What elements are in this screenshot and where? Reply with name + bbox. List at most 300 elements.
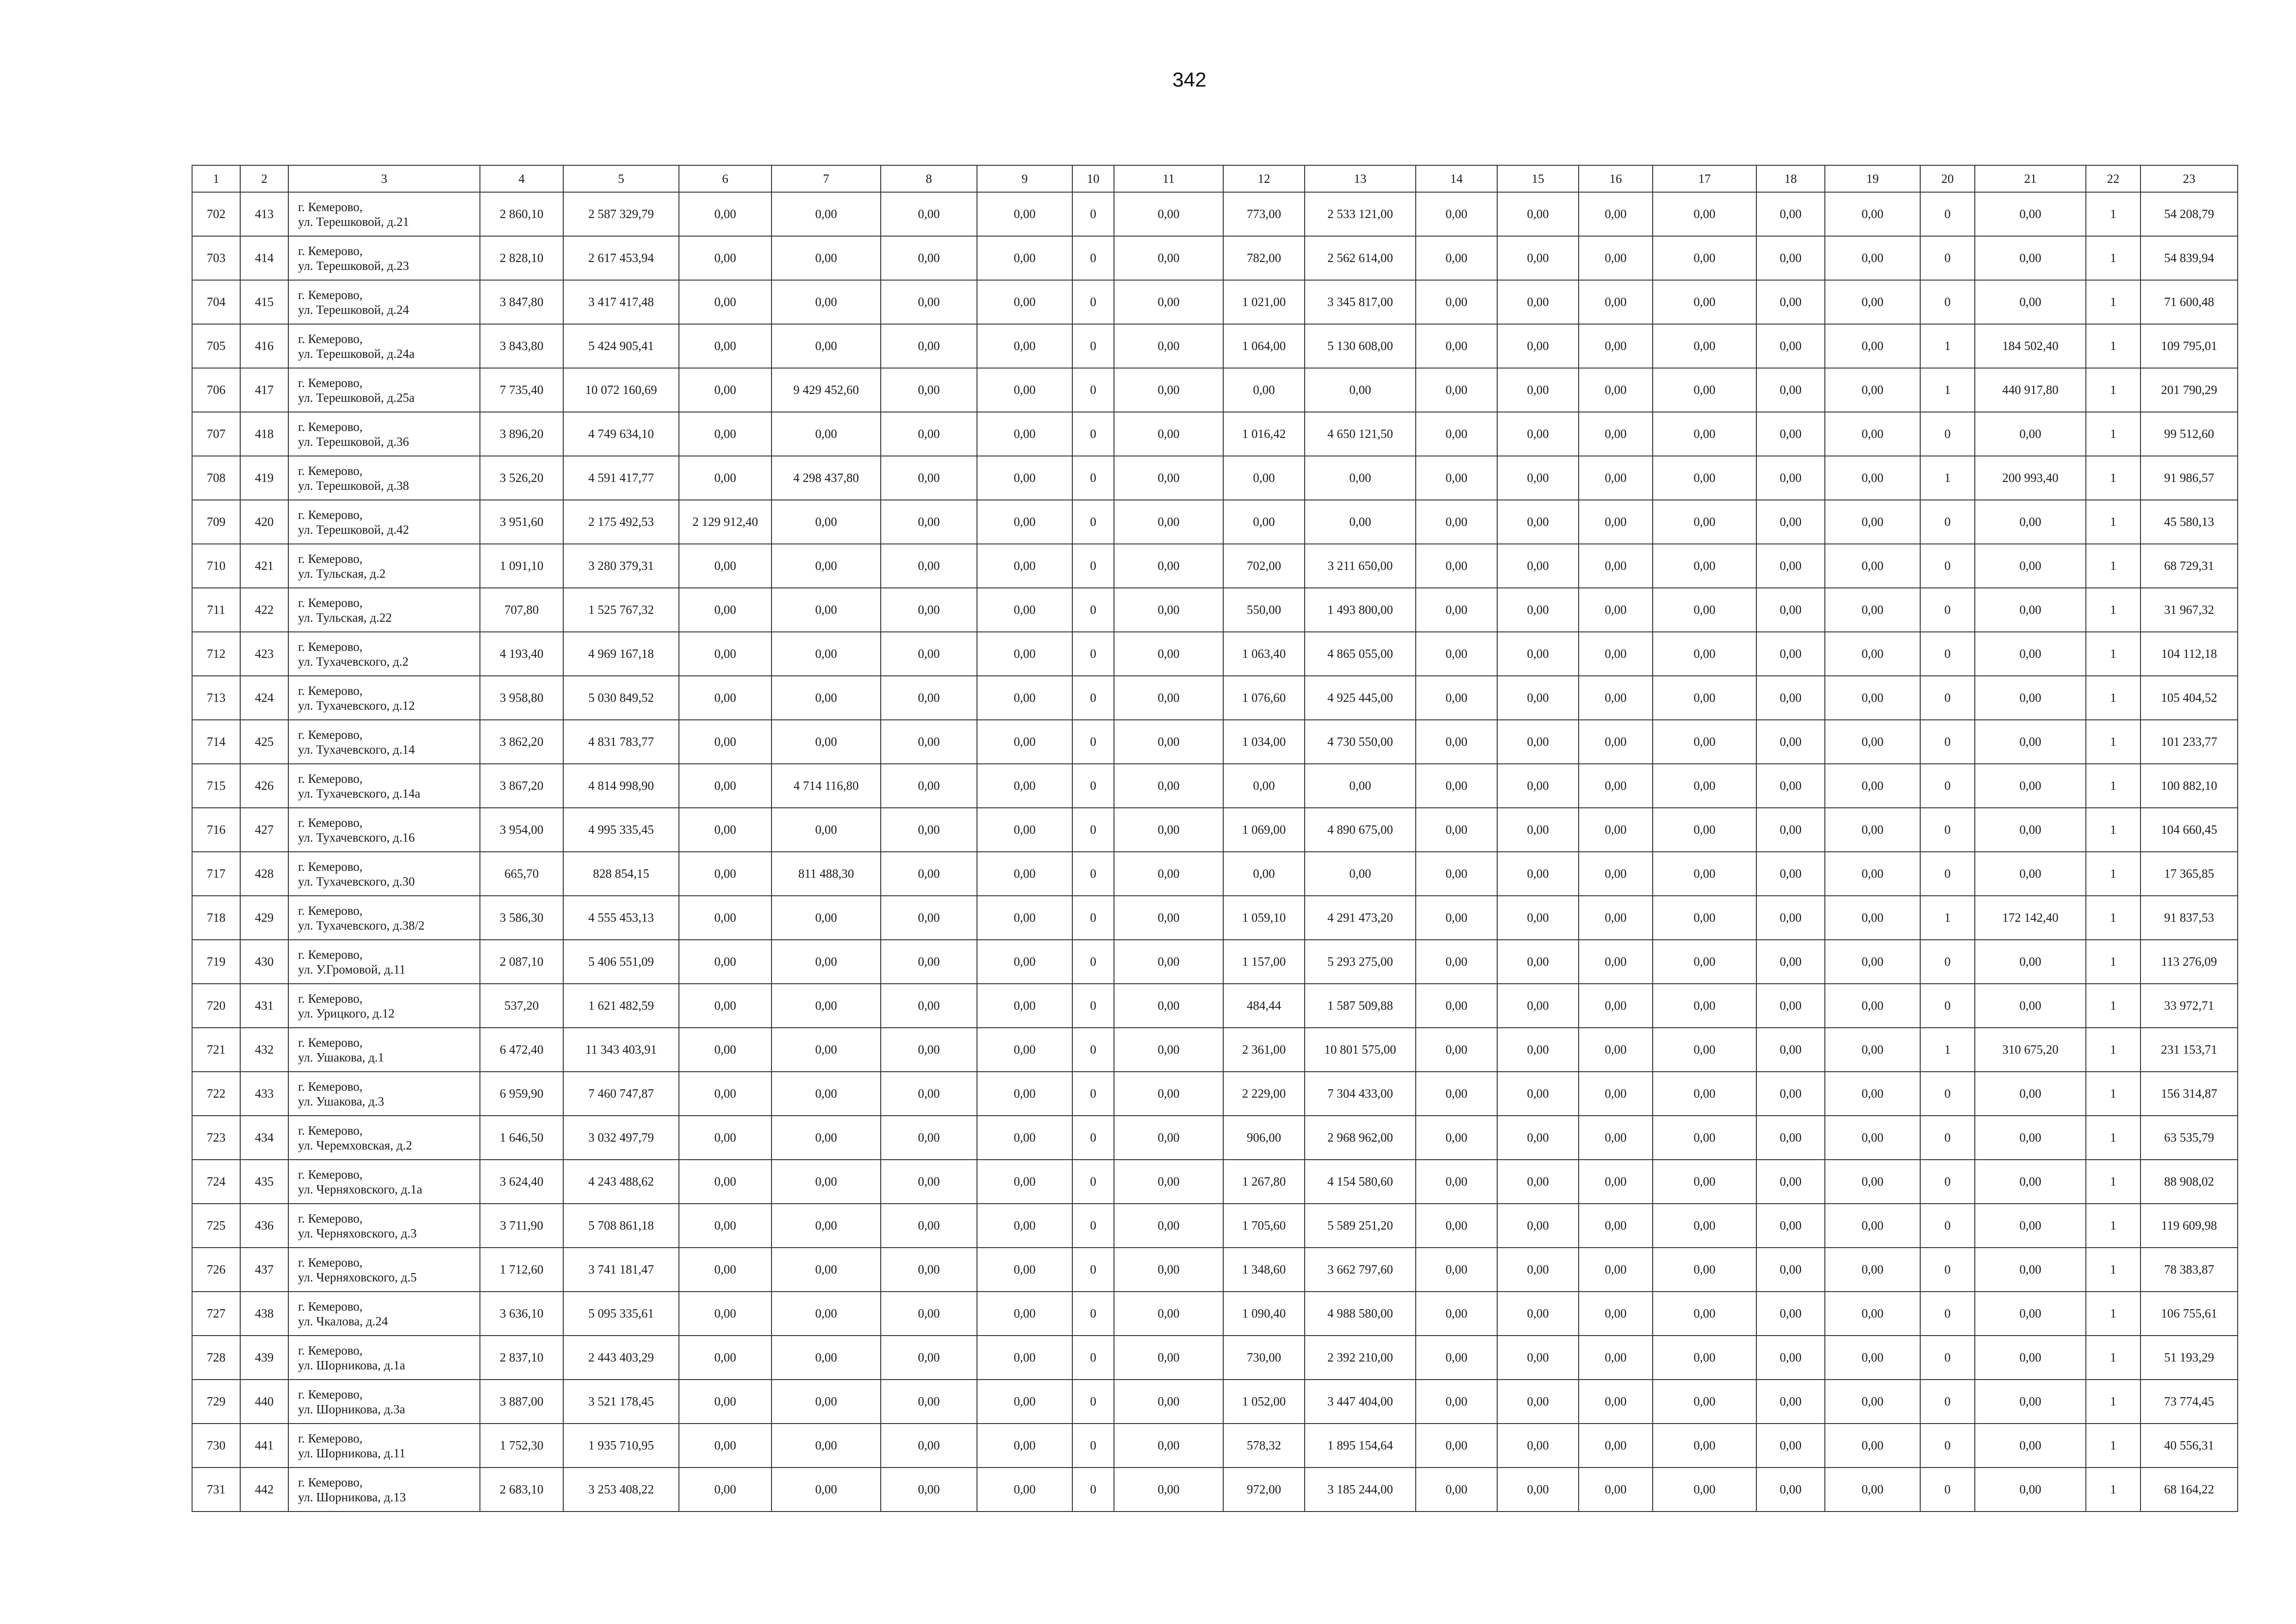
- value-cell-23: 68 729,31: [2140, 544, 2238, 588]
- value-cell-8: 0,00: [881, 808, 977, 852]
- address-cell: [288, 940, 480, 984]
- value-cell-11: 0,00: [1114, 456, 1223, 500]
- value-cell-9: 0,00: [977, 940, 1072, 984]
- column-header-22: 22: [2086, 165, 2140, 192]
- value-cell-14: 0,00: [1416, 588, 1497, 632]
- value-cell-8: 0,00: [881, 456, 977, 500]
- value-cell-4: 3 843,80: [480, 324, 563, 368]
- value-cell-4: 3 862,20: [480, 720, 563, 764]
- row-number-cell: 706: [192, 368, 240, 412]
- value-cell-17: 0,00: [1653, 456, 1756, 500]
- sub-number-cell: 438: [240, 1292, 288, 1336]
- value-cell-12: 906,00: [1223, 1116, 1305, 1160]
- table-row: [192, 236, 2238, 280]
- value-cell-8: 0,00: [881, 1248, 977, 1292]
- table-body: [192, 192, 2238, 1512]
- value-cell-15: 0,00: [1497, 764, 1579, 808]
- value-cell-20: 0: [1920, 1160, 1975, 1204]
- table-row: [192, 1336, 2238, 1380]
- value-cell-16: 0,00: [1579, 1116, 1653, 1160]
- value-cell-16: 0,00: [1579, 940, 1653, 984]
- value-cell-11: 0,00: [1114, 1336, 1223, 1380]
- value-cell-15: 0,00: [1497, 1292, 1579, 1336]
- value-cell-15: 0,00: [1497, 632, 1579, 676]
- value-cell-6: 0,00: [679, 1380, 772, 1424]
- value-cell-15: 0,00: [1497, 1380, 1579, 1424]
- value-cell-6: 0,00: [679, 368, 772, 412]
- value-cell-18: 0,00: [1756, 1380, 1825, 1424]
- value-cell-12: 1 064,00: [1223, 324, 1305, 368]
- value-cell-14: 0,00: [1416, 1336, 1497, 1380]
- value-cell-9: 0,00: [977, 632, 1072, 676]
- value-cell-23: 91 986,57: [2140, 456, 2238, 500]
- value-cell-21: 310 675,20: [1975, 1028, 2086, 1072]
- address-street: ул. Терешковой, д.24а: [298, 346, 415, 361]
- sub-number-cell: 431: [240, 984, 288, 1028]
- value-cell-13: 5 130 608,00: [1305, 324, 1416, 368]
- value-cell-21: 0,00: [1975, 280, 2086, 324]
- value-cell-22: 1: [2086, 280, 2140, 324]
- value-cell-18: 0,00: [1756, 412, 1825, 456]
- value-cell-15: 0,00: [1497, 1204, 1579, 1248]
- value-cell-20: 0: [1920, 1248, 1975, 1292]
- row-number-cell: 711: [192, 588, 240, 632]
- table-row: [192, 1116, 2238, 1160]
- value-cell-11: 0,00: [1114, 544, 1223, 588]
- address-cell: [288, 1028, 480, 1072]
- value-cell-15: 0,00: [1497, 808, 1579, 852]
- value-cell-20: 0: [1920, 192, 1975, 236]
- value-cell-5: 3 741 181,47: [563, 1248, 679, 1292]
- value-cell-6: 0,00: [679, 1292, 772, 1336]
- value-cell-21: 0,00: [1975, 1292, 2086, 1336]
- value-cell-12: 730,00: [1223, 1336, 1305, 1380]
- address-city: г. Кемерово,: [298, 1035, 363, 1049]
- value-cell-13: 3 662 797,60: [1305, 1248, 1416, 1292]
- value-cell-13: 4 154 580,60: [1305, 1160, 1416, 1204]
- sub-number-cell: 420: [240, 500, 288, 544]
- value-cell-14: 0,00: [1416, 1028, 1497, 1072]
- address-city: г. Кемерово,: [298, 947, 363, 962]
- value-cell-10: 0: [1072, 1380, 1114, 1424]
- sub-number-cell: 417: [240, 368, 288, 412]
- value-cell-12: 2 229,00: [1223, 1072, 1305, 1116]
- address-street: ул. Терешковой, д.42: [298, 522, 409, 537]
- value-cell-14: 0,00: [1416, 500, 1497, 544]
- value-cell-10: 0: [1072, 1292, 1114, 1336]
- value-cell-23: 119 609,98: [2140, 1204, 2238, 1248]
- address-street: ул. Тухачевского, д.30: [298, 874, 415, 888]
- value-cell-13: 4 890 675,00: [1305, 808, 1416, 852]
- value-cell-13: 1 895 154,64: [1305, 1424, 1416, 1468]
- value-cell-9: 0,00: [977, 236, 1072, 280]
- value-cell-9: 0,00: [977, 1380, 1072, 1424]
- value-cell-21: 0,00: [1975, 632, 2086, 676]
- table-row: [192, 544, 2238, 588]
- address-city: г. Кемерово,: [298, 1167, 363, 1181]
- value-cell-9: 0,00: [977, 1028, 1072, 1072]
- value-cell-13: 7 304 433,00: [1305, 1072, 1416, 1116]
- value-cell-5: 4 555 453,13: [563, 896, 679, 940]
- value-cell-21: 0,00: [1975, 1336, 2086, 1380]
- address-cell: [288, 720, 480, 764]
- value-cell-10: 0: [1072, 588, 1114, 632]
- address-street: ул. Шорникова, д.3а: [298, 1402, 405, 1416]
- sub-number-cell: 429: [240, 896, 288, 940]
- value-cell-23: 105 404,52: [2140, 676, 2238, 720]
- value-cell-22: 1: [2086, 1468, 2140, 1512]
- value-cell-10: 0: [1072, 852, 1114, 896]
- value-cell-10: 0: [1072, 808, 1114, 852]
- column-header-10: 10: [1072, 165, 1114, 192]
- value-cell-22: 1: [2086, 1424, 2140, 1468]
- value-cell-21: 0,00: [1975, 1204, 2086, 1248]
- value-cell-22: 1: [2086, 1380, 2140, 1424]
- value-cell-20: 1: [1920, 368, 1975, 412]
- address-cell: [288, 1424, 480, 1468]
- value-cell-22: 1: [2086, 324, 2140, 368]
- value-cell-7: 0,00: [772, 896, 881, 940]
- value-cell-18: 0,00: [1756, 1336, 1825, 1380]
- value-cell-6: 0,00: [679, 852, 772, 896]
- value-cell-19: 0,00: [1825, 192, 1920, 236]
- value-cell-19: 0,00: [1825, 852, 1920, 896]
- value-cell-19: 0,00: [1825, 1248, 1920, 1292]
- value-cell-13: 3 447 404,00: [1305, 1380, 1416, 1424]
- sub-number-cell: 414: [240, 236, 288, 280]
- column-header-7: 7: [772, 165, 881, 192]
- value-cell-23: 106 755,61: [2140, 1292, 2238, 1336]
- value-cell-17: 0,00: [1653, 236, 1756, 280]
- value-cell-23: 156 314,87: [2140, 1072, 2238, 1116]
- value-cell-23: 63 535,79: [2140, 1116, 2238, 1160]
- value-cell-18: 0,00: [1756, 896, 1825, 940]
- value-cell-17: 0,00: [1653, 1028, 1756, 1072]
- value-cell-12: 1 034,00: [1223, 720, 1305, 764]
- column-header-2: 2: [240, 165, 288, 192]
- value-cell-17: 0,00: [1653, 544, 1756, 588]
- value-cell-17: 0,00: [1653, 280, 1756, 324]
- value-cell-17: 0,00: [1653, 896, 1756, 940]
- value-cell-9: 0,00: [977, 1160, 1072, 1204]
- row-number-cell: 718: [192, 896, 240, 940]
- value-cell-8: 0,00: [881, 1204, 977, 1248]
- value-cell-10: 0: [1072, 324, 1114, 368]
- value-cell-20: 0: [1920, 808, 1975, 852]
- value-cell-18: 0,00: [1756, 808, 1825, 852]
- value-cell-12: 1 069,00: [1223, 808, 1305, 852]
- value-cell-21: 0,00: [1975, 588, 2086, 632]
- address-city: г. Кемерово,: [298, 287, 363, 302]
- address-city: г. Кемерово,: [298, 375, 363, 390]
- value-cell-21: 200 993,40: [1975, 456, 2086, 500]
- table-row: [192, 720, 2238, 764]
- row-number-cell: 703: [192, 236, 240, 280]
- value-cell-7: 0,00: [772, 1072, 881, 1116]
- address-city: г. Кемерово,: [298, 859, 363, 874]
- value-cell-20: 0: [1920, 940, 1975, 984]
- address-cell: [288, 676, 480, 720]
- value-cell-11: 0,00: [1114, 764, 1223, 808]
- row-number-cell: 731: [192, 1468, 240, 1512]
- value-cell-17: 0,00: [1653, 500, 1756, 544]
- value-cell-16: 0,00: [1579, 1380, 1653, 1424]
- value-cell-7: 0,00: [772, 984, 881, 1028]
- value-cell-5: 4 243 488,62: [563, 1160, 679, 1204]
- value-cell-11: 0,00: [1114, 720, 1223, 764]
- value-cell-12: 2 361,00: [1223, 1028, 1305, 1072]
- value-cell-5: 3 280 379,31: [563, 544, 679, 588]
- value-cell-4: 3 958,80: [480, 676, 563, 720]
- column-header-14: 14: [1416, 165, 1497, 192]
- value-cell-22: 1: [2086, 852, 2140, 896]
- value-cell-20: 0: [1920, 984, 1975, 1028]
- value-cell-18: 0,00: [1756, 544, 1825, 588]
- value-cell-19: 0,00: [1825, 808, 1920, 852]
- row-number-cell: 726: [192, 1248, 240, 1292]
- address-city: г. Кемерово,: [298, 244, 363, 258]
- value-cell-22: 1: [2086, 544, 2140, 588]
- address-cell: [288, 896, 480, 940]
- value-cell-5: 3 417 417,48: [563, 280, 679, 324]
- value-cell-19: 0,00: [1825, 1292, 1920, 1336]
- address-city: г. Кемерово,: [298, 507, 363, 522]
- row-number-cell: 710: [192, 544, 240, 588]
- column-header-9: 9: [977, 165, 1072, 192]
- column-header-13: 13: [1305, 165, 1416, 192]
- value-cell-5: 4 749 634,10: [563, 412, 679, 456]
- value-cell-16: 0,00: [1579, 1160, 1653, 1204]
- value-cell-17: 0,00: [1653, 1336, 1756, 1380]
- value-cell-4: 2 860,10: [480, 192, 563, 236]
- value-cell-4: 7 735,40: [480, 368, 563, 412]
- value-cell-17: 0,00: [1653, 588, 1756, 632]
- value-cell-21: 0,00: [1975, 1072, 2086, 1116]
- value-cell-23: 17 365,85: [2140, 852, 2238, 896]
- value-cell-9: 0,00: [977, 852, 1072, 896]
- column-header-5: 5: [563, 165, 679, 192]
- value-cell-11: 0,00: [1114, 368, 1223, 412]
- value-cell-19: 0,00: [1825, 1380, 1920, 1424]
- value-cell-12: 702,00: [1223, 544, 1305, 588]
- value-cell-8: 0,00: [881, 544, 977, 588]
- value-cell-17: 0,00: [1653, 1380, 1756, 1424]
- value-cell-5: 2 587 329,79: [563, 192, 679, 236]
- column-header-16: 16: [1579, 165, 1653, 192]
- address-city: г. Кемерово,: [298, 683, 363, 698]
- value-cell-8: 0,00: [881, 1116, 977, 1160]
- value-cell-7: 0,00: [772, 236, 881, 280]
- value-cell-8: 0,00: [881, 632, 977, 676]
- address-street: ул. Тухачевского, д.12: [298, 698, 415, 712]
- value-cell-16: 0,00: [1579, 544, 1653, 588]
- value-cell-9: 0,00: [977, 720, 1072, 764]
- value-cell-16: 0,00: [1579, 764, 1653, 808]
- value-cell-4: 537,20: [480, 984, 563, 1028]
- value-cell-11: 0,00: [1114, 676, 1223, 720]
- column-header-4: 4: [480, 165, 563, 192]
- value-cell-8: 0,00: [881, 280, 977, 324]
- value-cell-7: 4 714 116,80: [772, 764, 881, 808]
- value-cell-19: 0,00: [1825, 676, 1920, 720]
- column-number-row: [192, 165, 2238, 192]
- value-cell-20: 0: [1920, 1072, 1975, 1116]
- value-cell-4: 3 887,00: [480, 1380, 563, 1424]
- value-cell-8: 0,00: [881, 1160, 977, 1204]
- address-street: ул. Тухачевского, д.14: [298, 742, 415, 756]
- value-cell-17: 0,00: [1653, 1424, 1756, 1468]
- value-cell-11: 0,00: [1114, 500, 1223, 544]
- address-street: ул. Терешковой, д.21: [298, 214, 409, 229]
- table-row: [192, 1424, 2238, 1468]
- value-cell-22: 1: [2086, 1160, 2140, 1204]
- value-cell-22: 1: [2086, 1028, 2140, 1072]
- table-row: [192, 588, 2238, 632]
- value-cell-15: 0,00: [1497, 896, 1579, 940]
- row-number-cell: 714: [192, 720, 240, 764]
- table-row: [192, 1380, 2238, 1424]
- value-cell-23: 54 839,94: [2140, 236, 2238, 280]
- value-cell-9: 0,00: [977, 324, 1072, 368]
- value-cell-8: 0,00: [881, 896, 977, 940]
- value-cell-14: 0,00: [1416, 1116, 1497, 1160]
- value-cell-15: 0,00: [1497, 544, 1579, 588]
- value-cell-20: 0: [1920, 1424, 1975, 1468]
- value-cell-18: 0,00: [1756, 324, 1825, 368]
- value-cell-13: 4 650 121,50: [1305, 412, 1416, 456]
- value-cell-14: 0,00: [1416, 324, 1497, 368]
- sub-number-cell: 441: [240, 1424, 288, 1468]
- value-cell-19: 0,00: [1825, 984, 1920, 1028]
- value-cell-15: 0,00: [1497, 1424, 1579, 1468]
- value-cell-12: 1 705,60: [1223, 1204, 1305, 1248]
- value-cell-10: 0: [1072, 1072, 1114, 1116]
- table-row: [192, 764, 2238, 808]
- value-cell-11: 0,00: [1114, 984, 1223, 1028]
- value-cell-11: 0,00: [1114, 1248, 1223, 1292]
- value-cell-18: 0,00: [1756, 720, 1825, 764]
- value-cell-15: 0,00: [1497, 368, 1579, 412]
- value-cell-19: 0,00: [1825, 1424, 1920, 1468]
- value-cell-7: 0,00: [772, 500, 881, 544]
- value-cell-11: 0,00: [1114, 1028, 1223, 1072]
- value-cell-5: 828 854,15: [563, 852, 679, 896]
- value-cell-23: 73 774,45: [2140, 1380, 2238, 1424]
- value-cell-5: 3 253 408,22: [563, 1468, 679, 1512]
- value-cell-12: 0,00: [1223, 456, 1305, 500]
- value-cell-7: 811 488,30: [772, 852, 881, 896]
- value-cell-11: 0,00: [1114, 1380, 1223, 1424]
- address-cell: [288, 368, 480, 412]
- value-cell-16: 0,00: [1579, 324, 1653, 368]
- value-cell-8: 0,00: [881, 1072, 977, 1116]
- value-cell-21: 0,00: [1975, 192, 2086, 236]
- column-header-15: 15: [1497, 165, 1579, 192]
- value-cell-20: 0: [1920, 676, 1975, 720]
- value-cell-11: 0,00: [1114, 940, 1223, 984]
- value-cell-6: 0,00: [679, 940, 772, 984]
- value-cell-22: 1: [2086, 412, 2140, 456]
- value-cell-11: 0,00: [1114, 324, 1223, 368]
- value-cell-6: 0,00: [679, 1116, 772, 1160]
- value-cell-9: 0,00: [977, 544, 1072, 588]
- sub-number-cell: 423: [240, 632, 288, 676]
- value-cell-4: 3 711,90: [480, 1204, 563, 1248]
- value-cell-9: 0,00: [977, 1468, 1072, 1512]
- value-cell-22: 1: [2086, 1116, 2140, 1160]
- value-cell-4: 2 837,10: [480, 1336, 563, 1380]
- value-cell-21: 0,00: [1975, 1468, 2086, 1512]
- table-row: [192, 1468, 2238, 1512]
- value-cell-15: 0,00: [1497, 1028, 1579, 1072]
- value-cell-21: 0,00: [1975, 1160, 2086, 1204]
- value-cell-4: 6 472,40: [480, 1028, 563, 1072]
- value-cell-13: 5 589 251,20: [1305, 1204, 1416, 1248]
- value-cell-15: 0,00: [1497, 280, 1579, 324]
- value-cell-17: 0,00: [1653, 412, 1756, 456]
- value-cell-22: 1: [2086, 1204, 2140, 1248]
- value-cell-16: 0,00: [1579, 280, 1653, 324]
- value-cell-9: 0,00: [977, 368, 1072, 412]
- value-cell-14: 0,00: [1416, 764, 1497, 808]
- value-cell-19: 0,00: [1825, 896, 1920, 940]
- sub-number-cell: 418: [240, 412, 288, 456]
- table-row: [192, 632, 2238, 676]
- value-cell-19: 0,00: [1825, 456, 1920, 500]
- value-cell-20: 1: [1920, 456, 1975, 500]
- table-row: [192, 1072, 2238, 1116]
- value-cell-12: 0,00: [1223, 852, 1305, 896]
- page-number: 342: [1172, 69, 1207, 91]
- value-cell-10: 0: [1072, 764, 1114, 808]
- value-cell-14: 0,00: [1416, 236, 1497, 280]
- value-cell-23: 33 972,71: [2140, 984, 2238, 1028]
- value-cell-8: 0,00: [881, 720, 977, 764]
- row-number-cell: 704: [192, 280, 240, 324]
- value-cell-10: 0: [1072, 984, 1114, 1028]
- value-cell-7: 0,00: [772, 676, 881, 720]
- address-city: г. Кемерово,: [298, 727, 363, 742]
- value-cell-15: 0,00: [1497, 1468, 1579, 1512]
- value-cell-17: 0,00: [1653, 764, 1756, 808]
- value-cell-8: 0,00: [881, 764, 977, 808]
- value-cell-11: 0,00: [1114, 412, 1223, 456]
- value-cell-15: 0,00: [1497, 852, 1579, 896]
- value-cell-18: 0,00: [1756, 1468, 1825, 1512]
- value-cell-23: 68 164,22: [2140, 1468, 2238, 1512]
- value-cell-16: 0,00: [1579, 192, 1653, 236]
- value-cell-23: 40 556,31: [2140, 1424, 2238, 1468]
- row-number-cell: 720: [192, 984, 240, 1028]
- value-cell-10: 0: [1072, 676, 1114, 720]
- value-cell-7: 0,00: [772, 720, 881, 764]
- value-cell-18: 0,00: [1756, 984, 1825, 1028]
- value-cell-19: 0,00: [1825, 764, 1920, 808]
- value-cell-14: 0,00: [1416, 808, 1497, 852]
- value-cell-4: 3 954,00: [480, 808, 563, 852]
- value-cell-7: 0,00: [772, 1292, 881, 1336]
- value-cell-17: 0,00: [1653, 1204, 1756, 1248]
- value-cell-8: 0,00: [881, 192, 977, 236]
- value-cell-11: 0,00: [1114, 1116, 1223, 1160]
- table-row: [192, 896, 2238, 940]
- value-cell-21: 0,00: [1975, 720, 2086, 764]
- value-cell-20: 0: [1920, 1292, 1975, 1336]
- value-cell-17: 0,00: [1653, 808, 1756, 852]
- value-cell-18: 0,00: [1756, 852, 1825, 896]
- value-cell-18: 0,00: [1756, 588, 1825, 632]
- value-cell-4: 1 091,10: [480, 544, 563, 588]
